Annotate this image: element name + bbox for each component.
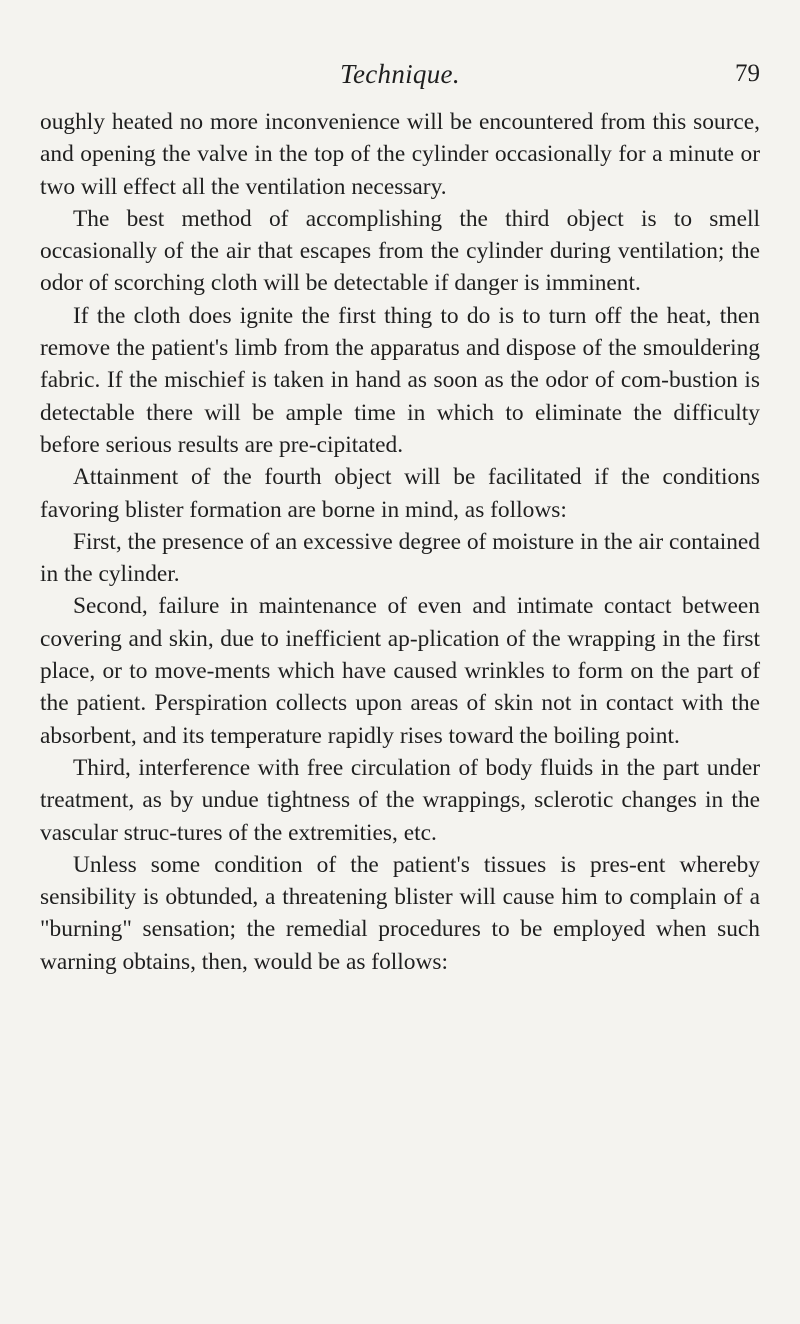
paragraph-cloth-ignites: If the cloth does ignite the first thing to do is to turn off the heat, then remove the patient's limb from the apparatus and dispose of the smouldering fabric. If the mischief is taken in hand as soon as the odor of com-bustion is detectable there will be ample time in which to eliminate the difficulty before serious results are pre-cipitated. [40,302,760,458]
page-number: 79 [735,60,760,87]
running-head [40,54,760,94]
paragraph-third-object: The best method of accomplishing the third object is to smell occasionally of the air that escapes from the cylinder during ventilation; the odor of scorching cloth will be detectable if danger is imminent. [40,205,760,297]
paragraph-continuation: oughly heated no more inconvenience will be encountered from this source, and opening the valve in the top of the cylinder occasionally for a minute or two will effect all the ventilation necessary. [40,109,760,200]
running-title: Technique. [340,59,460,89]
paragraph-second-condition: Second, failure in maintenance of even and intimate contact between covering and skin, due to inefficient ap-plication of the wrapping in the first place, or to move-ments which have caused wrinkles to form on the part of the patient. Perspiration collects upon areas of skin not in contact with the absorbent, and its temperature rapidly rises toward the boiling point. [40,593,760,749]
paragraph-remedial-procedures: Unless some condition of the patient's tissues is pres-ent whereby sensibility is obtunded, a threatening blister will cause him to complain of a "burning" sensation; the remedial procedures to be employed when such warning obtains, then, would be as follows: [40,851,760,975]
paragraph-first-condition: First, the presence of an excessive degree of moisture in the air contained in the cylinder. [40,528,760,588]
paragraph-third-condition: Third, interference with free circulation of body fluids in the part under treatment, as by undue tightness of the wrappings, sclerotic changes in the vascular struc-tures of the extremities, etc. [40,754,760,846]
body-text [40,106,760,978]
paragraph-fourth-object: Attainment of the fourth object will be facilitated if the conditions favoring blister formation are borne in mind, as follows: [40,464,760,523]
